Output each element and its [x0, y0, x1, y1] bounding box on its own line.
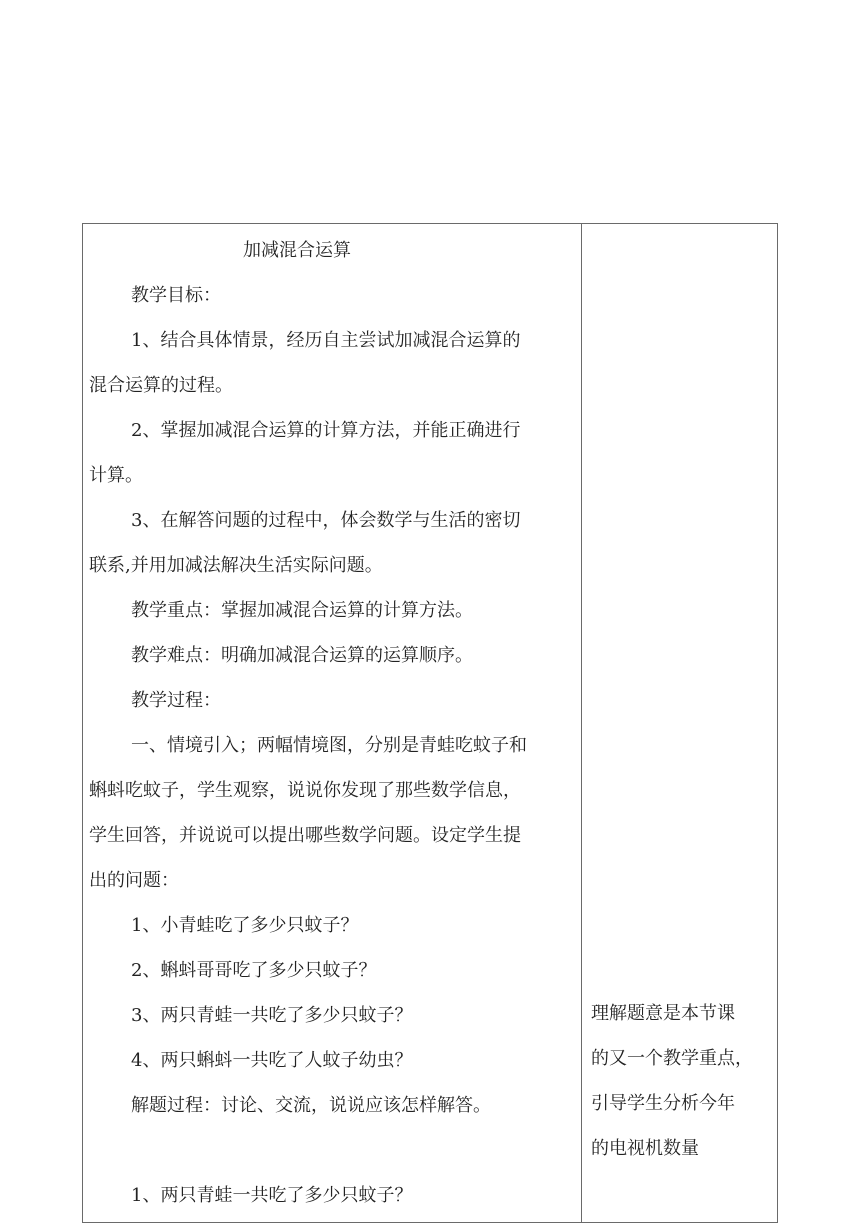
intro-paragraph-line-1: 一、情境引入；两幅情境图，分别是青蛙吃蚊子和 [131, 735, 527, 756]
solution-question-1-line: 1、两只青蛙一共吃了多少只蚊子？ [131, 1185, 413, 1206]
blank-line [89, 1128, 575, 1173]
objective-3-line-2: 联系,并用加减法解决生活实际问题。 [89, 555, 383, 576]
solution-process-line: 解题过程：讨论、交流，说说应该怎样解答。 [131, 1095, 491, 1116]
side-notes-cell [582, 224, 777, 1222]
objective-2-line-1: 2、掌握加减混合运算的计算方法，并能正确进行 [131, 420, 521, 441]
teaching-process-heading: 教学过程： [131, 690, 221, 711]
side-note-line-2: 的又一个教学重点， [591, 1048, 753, 1069]
difficult-point-line: 教学难点：明确加减混合运算的运算顺序。 [131, 645, 473, 666]
side-notes-spacer [591, 224, 769, 991]
objective-2-line-2: 计算。 [89, 465, 143, 486]
side-note-line-1: 理解题意是本节课 [591, 1003, 735, 1024]
intro-paragraph-line-4: 出的问题： [89, 870, 179, 891]
lesson-title: 加减混合运算 [243, 240, 351, 261]
side-note-line-3: 引导学生分析今年 [591, 1093, 735, 1114]
question-3-line: 3、两只青蛙一共吃了多少只蚊子？ [131, 1005, 413, 1026]
lesson-plan-table [82, 223, 778, 1223]
key-point-line: 教学重点：掌握加减混合运算的计算方法。 [131, 600, 473, 621]
objective-1-line-2: 混合运算的过程。 [89, 375, 233, 396]
question-4-line: 4、两只蝌蚪一共吃了人蚊子幼虫？ [131, 1050, 413, 1071]
intro-paragraph-line-2: 蝌蚪吃蚊子，学生观察，说说你发现了那些数学信息， [89, 780, 521, 801]
question-2-line: 2、蝌蚪哥哥吃了多少只蚊子？ [131, 960, 377, 981]
section-objectives-heading: 教学目标： [131, 285, 221, 306]
intro-paragraph-line-3: 学生回答，并说说可以提出哪些数学问题。设定学生提 [89, 825, 521, 846]
lesson-content-cell [83, 224, 582, 1222]
side-note-line-4: 的电视机数量 [591, 1138, 699, 1159]
question-1-line: 1、小青蛙吃了多少只蚊子？ [131, 915, 359, 936]
objective-1-line-1: 1、结合具体情景，经历自主尝试加减混合运算的 [131, 330, 521, 351]
objective-3-line-1: 3、在解答问题的过程中，体会数学与生活的密切 [131, 510, 521, 531]
